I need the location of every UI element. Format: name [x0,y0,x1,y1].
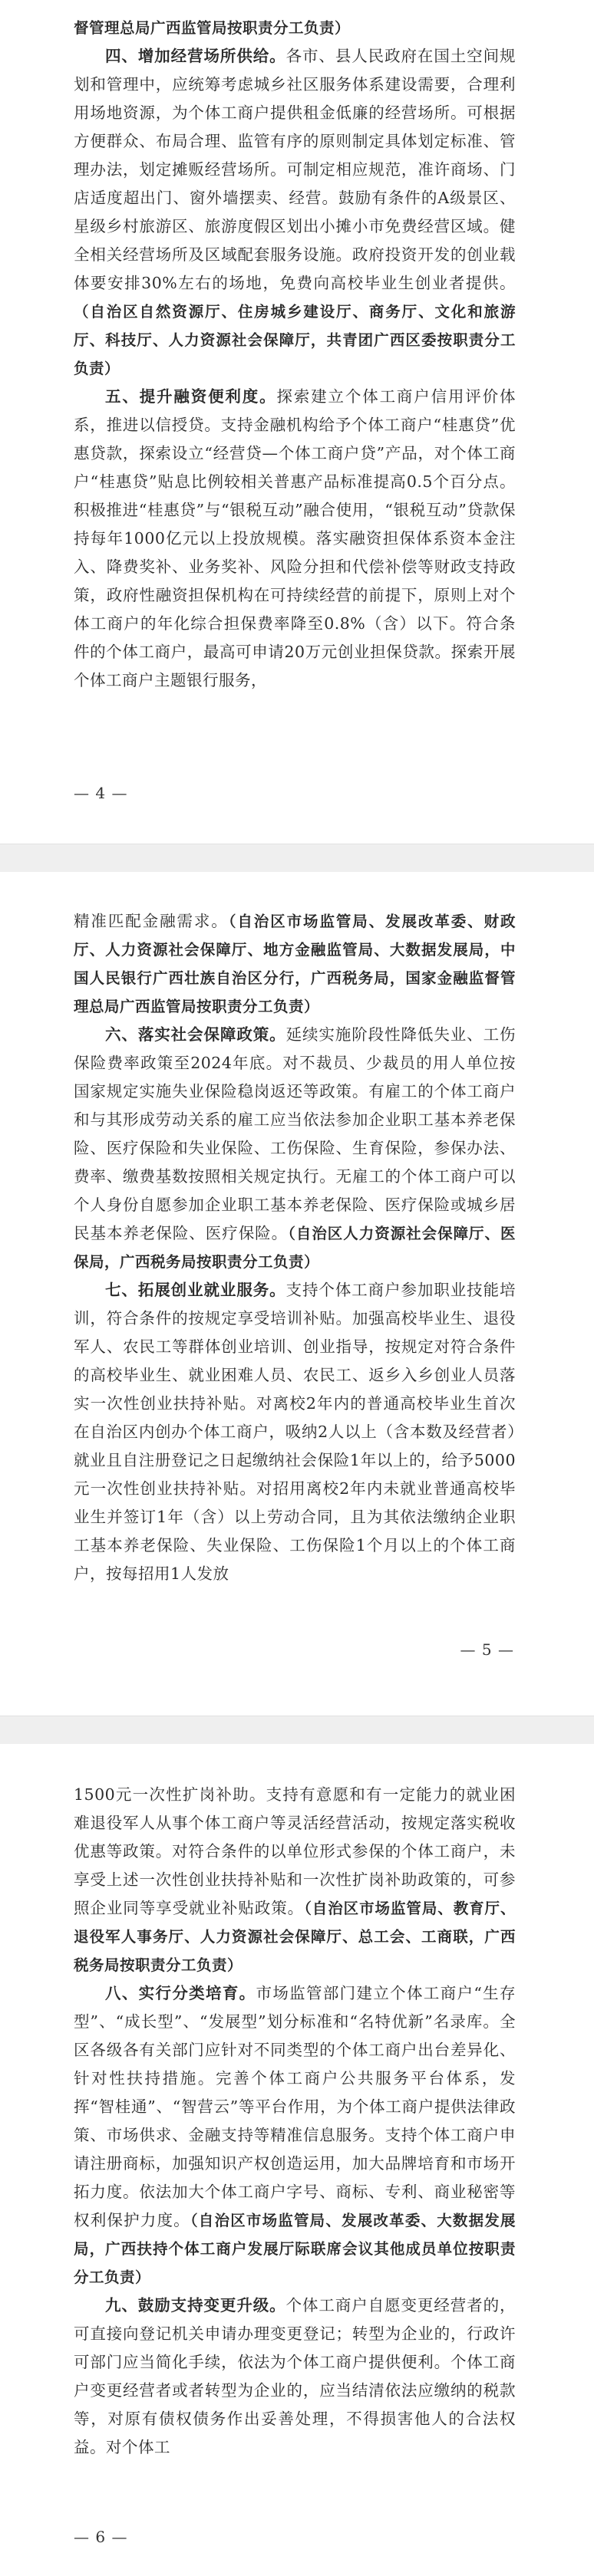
section-six-paragraph: 六、落实社会保障政策。延续实施阶段性降低失业、工伤保险费率政策至2024年底。对不裁员、少裁员的用人单位按国家规定实施失业保险稳岗返还等政策。有雇工的个体工商户和与其形成劳动关系的雇工应当依法参加企业职工基本养老保险、医疗保险和失业保险、工伤保险、生育保险，参保办法、费率、缴费基数按照相关规定执行。无雇工的个体工商户可以个人身份自愿参加企业职工基本养老保险、医疗保险或城乡居民基本养老保险、医疗保险。（自治区人力资源社会保障厅、医保局，广西税务局按职责分工负责） [74,1025,516,1271]
section-five-paragraph: 五、提升融资便利度。探索建立个体工商户信用评价体系，推进以信授贷。支持金融机构给予个体工商户“桂惠贷”优惠贷款，探索设立“经营贷—个体工商户贷”产品，对个体工商户“桂惠贷”贴息比例较相关普惠产品标准提高0.5个百分点。积极推进“桂惠贷”与“银税互动”融合使用，“银税互动”贷款保持每年1000亿元以上投放规模。落实融资担保体系资本金注入、降费奖补、业务奖补、风险分担和代偿补偿等财政支持政策，政府性融资担保机构在可持续经营的前提下，原则上对个体工商户的年化综合担保费率降至0.8%（含）以下。符合条件的个体工商户，最高可申请20万元创业担保贷款。探索开展个体工商户主题银行服务， [74,387,516,689]
page-number: — 5 — [460,1640,514,1659]
page-5-body [74,907,516,1588]
document-page-4 [0,0,594,844]
paragraph-continuation: 1500元一次性扩岗补助。支持有意愿和有一定能力的就业困难退役军人从事个体工商户等灵活经营活动，按规定落实税收优惠等政策。对符合条件的以单位形式参保的个体工商户，未享受上述一次性创业扶持补贴和一次性扩岗补助政策的，可参照企业同等享受就业补贴政策。（自治区市场监管局、教育厅、退役军人事务厅、人力资源社会保障厅、总工会、工商联，广西税务局按职责分工负责） [74,1785,516,1974]
paragraph-continuation: 精准匹配金融需求。（自治区市场监管局、发展改革委、财政厅、人力资源社会保障厅、地方金融监管局、大数据发展局，中国人民银行广西壮族自治区分行，广西税务局，国家金融监督管理总局广西监管局按职责分工负责） [74,912,516,1015]
paragraph-continuation: 督管理总局广西监管局按职责分工负责） [74,19,351,37]
section-seven-paragraph: 七、拓展创业就业服务。支持个体工商户参加职业技能培训，符合条件的按规定享受培训补贴。加强高校毕业生、退役军人、农民工等群体创业培训、创业指导，按规定对符合条件的高校毕业生、就业困难人员、农民工、返乡入乡创业人员落实一次性创业扶持补贴。对离校2年内的普通高校毕业生首次在自治区内创办个体工商户，吸纳2人以上（含本数及经营者）就业且自注册登记之日起缴纳社会保险1年以上的，给予5000元一次性创业扶持补贴。对招用离校2年内未就业普通高校毕业生并签订1年（含）以上劳动合同，且为其依法缴纳企业职工基本养老保险、失业保险、工伤保险1个月以上的个体工商户，按每招用1人发放 [74,1281,516,1583]
page-4-body [74,14,516,695]
page-separator [0,844,594,873]
section-four-paragraph: 四、增加经营场所供给。各市、县人民政府在国土空间规划和管理中，应统筹考虑城乡社区服务体系建设需要，合理利用场地资源，为个体工商户提供租金低廉的经营场所。可根据方便群众、布局合理、监管有序的原则制定具体划定标准、管理办法，划定摊贩经营场所。可制定相应规范，准许商场、门店适度超出门、窗外墙摆卖、经营。鼓励有条件的A级景区、星级乡村旅游区、旅游度假区划出小摊小市免费经营区域。健全相关经营场所及区域配套服务设施。政府投资开发的创业载体要安排30%左右的场地，免费向高校毕业生创业者提供。（自治区自然资源厅、住房城乡建设厅、商务厅、文化和旅游厅、科技厅、人力资源社会保障厅，共青团广西区委按职责分工负责） [74,47,516,377]
document-page-6 [0,1744,594,2576]
page-number: — 6 — [74,2528,128,2546]
page-number: — 4 — [74,784,128,802]
document-page-5 [0,872,594,1716]
page-6-body [74,1781,516,2462]
section-nine-paragraph: 九、鼓励支持变更升级。个体工商户自愿变更经营者的，可直接向登记机关申请办理变更登记；转型为企业的，行政许可部门应当简化手续，依法为个体工商户提供便利。个体工商户变更经营者或者转型为企业的，应当结清依法应缴纳的税款等，对原有债权债务作出妥善处理，不得损害他人的合法权益。对个体工 [74,2296,516,2456]
page-separator [0,1716,594,1745]
section-eight-paragraph: 八、实行分类培育。市场监管部门建立个体工商户“生存型”、“成长型”、“发展型”划分标准和“名特优新”名录库。全区各级各有关部门应针对不同类型的个体工商户出台差异化、针对性扶持措施。完善个体工商户公共服务平台体系，发挥“智桂通”、“智营云”等平台作用，为个体工商户提供法律政策、市场供求、金融支持等精准信息服务。支持个体工商户申请注册商标，加强知识产权创造运用，加大品牌培育和市场开拓力度。依法加大个体工商户字号、商标、专利、商业秘密等权利保护力度。（自治区市场监管局、发展改革委、大数据发展局，广西扶持个体工商户发展厅际联席会议其他成员单位按职责分工负责） [74,1984,516,2286]
